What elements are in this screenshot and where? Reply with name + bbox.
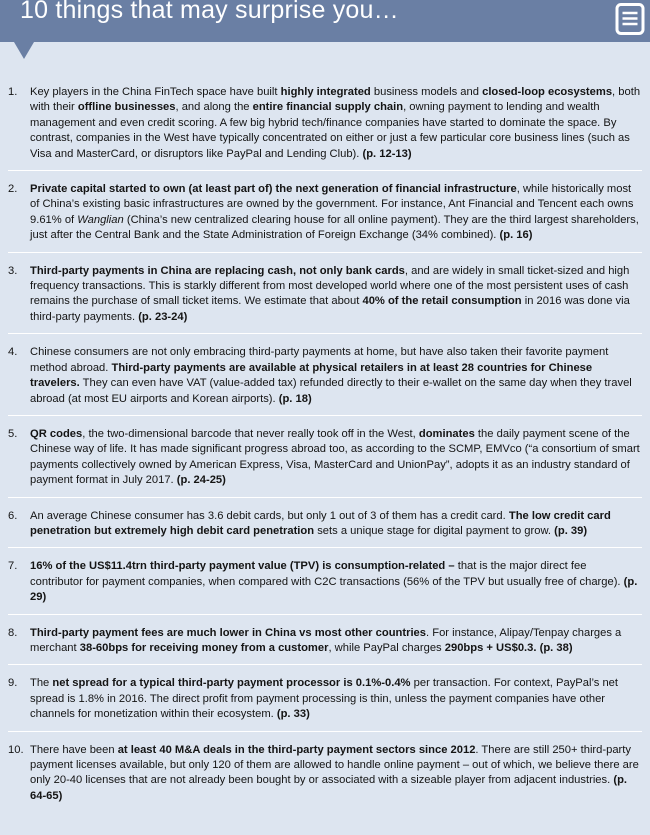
text-run: There have been	[30, 743, 118, 756]
bold-text: Private capital started to own (at least part of) the next generation of financial infrastructure	[30, 183, 517, 196]
text-run: business models and	[370, 86, 483, 98]
list-item-text	[30, 428, 640, 486]
list-item-text	[30, 560, 637, 603]
list-item-number: 1.	[8, 86, 18, 98]
bold-text: 290bps + US$0.3.	[444, 641, 537, 654]
list-item	[8, 264, 642, 335]
list-item-text	[30, 627, 621, 654]
list-item	[8, 85, 642, 171]
bold-text: entire financial supply chain	[252, 101, 404, 114]
bold-text: Third-party payment fees are much lower in China vs most other countries	[30, 626, 427, 639]
list-item	[8, 743, 642, 813]
list-item	[8, 626, 642, 666]
bold-text: net spread for a typical third-party payment processor is 0.1%-0.4%	[52, 677, 411, 690]
list-item-text	[30, 510, 611, 537]
header-banner	[0, 0, 650, 42]
list-item-number: 3.	[8, 264, 18, 277]
bold-text: offline businesses	[77, 101, 176, 114]
text-run: . There are still 250+ third-party payment licenses available, but only 120 of them are allowed to handle online payment – out of which, we believe there are only 20-40 licenses that are not already been bought by or associated with a sizeable player from adjacent industries.	[30, 743, 639, 787]
bold-text: (p. 38)	[539, 641, 573, 654]
text-run: , owning payment to lending and wealth management and even credit scoring. A few big hybrid tech/finance companies have started to dominate the space. By contrast, companies in the West have typically concentrated on either or just a few particular core business lines (such as Visa and MasterCard, or disruptors like PayPal and Lending Club).	[30, 101, 630, 160]
bold-text: (p. 33)	[276, 708, 310, 721]
bold-text: closed-loop ecosystems	[482, 86, 613, 98]
text-run: , both with their	[30, 86, 641, 114]
page-title: 10 things that may surprise you…	[20, 0, 399, 24]
bold-text: (p. 29)	[30, 575, 638, 604]
text-run: , while historically most of China’s existing basic infrastructures are owned by the government. For instance, Ant Financial and Tencent each owns 9.61% of	[30, 183, 634, 226]
bold-text: (p. 24-25)	[176, 474, 226, 487]
list-item-number: 2.	[8, 183, 18, 196]
bold-text: (p. 16)	[499, 229, 533, 242]
text-run: They can even have VAT (value-added tax) refunded directly to their e-wallet on the same day when they travel abroad (at most EU airports and Korean airports).	[30, 377, 632, 405]
text-run: Key players in the China FinTech space have built	[30, 86, 281, 98]
bold-text: dominates	[418, 427, 475, 440]
document-icon	[614, 3, 646, 35]
list-item-number: 8.	[8, 626, 18, 639]
text-run: (China’s new centralized clearing house for all online payment). They are the third largest shareholders, just after the Central Bank and the State Administration of Foreign Exchange (34% combined).	[30, 213, 639, 242]
bold-text: at least 40 M&A deals in the third-party payment sectors since 2012	[117, 743, 476, 756]
italic-text: Wanglian	[77, 213, 124, 226]
list-item-number: 4.	[8, 346, 18, 359]
text-run: , and are widely in small ticket-sized and high frequency transactions. This is starkly different from most developed world where one of the most persistent uses of cash remains the purchase of small ticket items. We estimate that about	[30, 264, 630, 308]
list-item-text	[30, 86, 640, 160]
list-item-number: 9.	[8, 677, 18, 690]
list-item-text	[30, 183, 639, 241]
list-item	[8, 345, 642, 416]
text-run: , while PayPal charges	[328, 641, 445, 654]
header-pointer	[14, 42, 34, 59]
list-item-text	[30, 265, 630, 323]
list-item-number: 7.	[8, 560, 18, 573]
list-item-number: 10.	[8, 743, 24, 756]
list-item-number: 5.	[8, 427, 18, 440]
numbered-list	[8, 85, 642, 823]
list-item	[8, 676, 642, 731]
bold-text: Third-party payments are available at physical retailers in at least 28 countries for Chinese travelers.	[30, 361, 593, 390]
bold-text: (p. 23-24)	[138, 310, 188, 323]
text-run: in 2016 was done via third-party payments.	[30, 295, 630, 323]
bold-text: highly integrated	[280, 86, 371, 98]
list-item-number: 6.	[8, 509, 18, 522]
bold-text: (p. 39)	[554, 524, 588, 537]
bold-text: (p. 64-65)	[30, 774, 628, 802]
list-item	[8, 509, 642, 549]
text-run: Chinese consumers are not only embracing third-party payments at home, but have also taken their favorite payment method abroad.	[30, 346, 609, 374]
list-item-text	[30, 677, 618, 720]
text-run: An average Chinese consumer has 3.6 debit cards, but only 1 out of 3 of them has a credit card.	[30, 509, 509, 522]
bold-text: The low credit card penetration but extremely high debit card penetration	[30, 509, 611, 537]
list-item	[8, 559, 642, 614]
bold-text: 38-60bps for receiving money from a customer	[79, 641, 329, 654]
bold-text: QR codes	[30, 427, 83, 440]
bold-text: 16% of the US$11.4trn third-party payment value (TPV) is consumption-related –	[30, 560, 455, 573]
text-run: The	[30, 677, 53, 690]
list-item-text	[30, 744, 639, 802]
text-run: per transaction. For context, PayPal’s net spread is 1.8% in 2016. The direct profit from payment processing is thin, unless the payment companies have other channels for monetization within their ecosystem.	[30, 677, 619, 721]
bold-text: Third-party payments in China are replacing cash, not only bank cards	[30, 264, 405, 277]
text-run: that is the major direct fee contributor for payment companies, when compared with C2C transactions (56% of the TPV but usually free of charge).	[30, 560, 624, 588]
text-run: . For instance, Alipay/Tenpay charges a merchant	[30, 626, 622, 654]
list-item-text	[30, 346, 632, 404]
list-item	[8, 427, 642, 498]
bold-text: (p. 12-13)	[362, 147, 412, 160]
text-run: , the two-dimensional barcode that never really took off in the West,	[82, 427, 419, 440]
text-run: , and along the	[175, 101, 253, 114]
bold-text: 40% of the retail consumption	[362, 295, 522, 308]
text-run: the daily payment scene of the Chinese way of life. It has made significant progress abroad too, as according to the SCMP, EMVco (“a consortium of smart payments collectively owned by American Express, Visa, MasterCard and UnionPay”, adopts it as an industry standard of payment format in July 2017.	[30, 427, 640, 487]
text-run: sets a unique stage for digital payment to grow.	[314, 524, 555, 537]
bold-text: (p. 18)	[278, 392, 312, 405]
list-item	[8, 182, 642, 253]
